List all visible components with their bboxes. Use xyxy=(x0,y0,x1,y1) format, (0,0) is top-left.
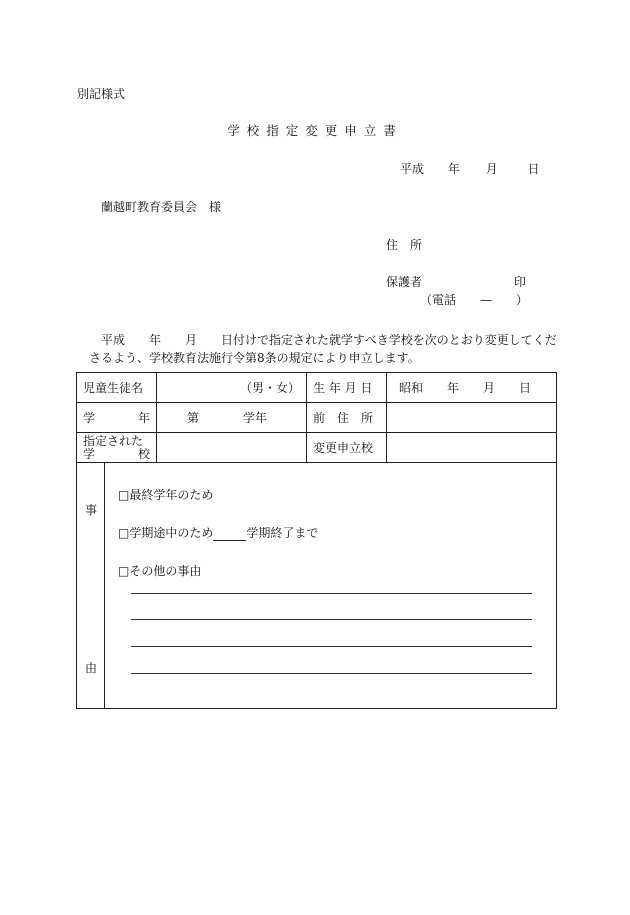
addressee: 蘭越町教育委員会 様 xyxy=(101,200,222,214)
application-form-table xyxy=(76,372,557,709)
reason-label-bottom: 由 xyxy=(85,661,98,675)
address-label: 住 所 xyxy=(386,238,423,252)
reason-line-2[interactable] xyxy=(131,619,532,620)
date-day: 日 xyxy=(527,162,540,176)
table-row xyxy=(77,403,557,433)
change-school-label: 変更申立校 xyxy=(307,433,387,463)
option-mid-term-text-b: 学期終了まで xyxy=(246,526,319,540)
grade-label-b: 年 xyxy=(137,411,150,425)
form-type-label: 別記様式 xyxy=(77,87,126,101)
seal-mark: 印 xyxy=(514,275,527,289)
date-year: 年 xyxy=(447,162,460,176)
body-text-line-2: さるよう、学校教育法施行令第8条の規定により申立します。 xyxy=(89,351,420,365)
grade-value-b: 学年 xyxy=(242,411,267,425)
reason-label-column xyxy=(77,463,105,708)
designated-school-label xyxy=(77,433,157,463)
reason-line-3[interactable] xyxy=(131,646,532,647)
document-title: 学校指定変更申立書 xyxy=(227,123,403,138)
reason-content xyxy=(105,463,556,708)
body-text-line-1: 平成 年 月 日付けで指定された就学すべき学校を次のとおり変更してくだ xyxy=(101,333,557,347)
reason-line-4[interactable] xyxy=(131,673,532,674)
designated-school-field[interactable] xyxy=(157,433,307,463)
grade-value-a: 第 xyxy=(187,411,200,425)
reason-section xyxy=(77,463,557,709)
previous-address-label: 前 住 所 xyxy=(307,403,387,433)
grade-label xyxy=(77,403,157,433)
guardian-label: 保護者 xyxy=(386,275,423,289)
option-other[interactable]: □その他の事由 xyxy=(118,564,202,578)
table-row xyxy=(77,373,557,403)
phone-label: （電話 — ） xyxy=(420,293,529,307)
grade-field[interactable] xyxy=(157,403,307,433)
designated-school-label-2a: 学 xyxy=(83,446,96,461)
student-name-field[interactable] xyxy=(157,373,307,403)
designated-school-label-2b: 校 xyxy=(137,446,150,461)
student-name-label: 児童生徒名 xyxy=(77,373,157,403)
birthdate-label: 生 年 月 日 xyxy=(307,373,387,403)
previous-address-field[interactable] xyxy=(387,403,557,433)
reason-line-1[interactable] xyxy=(131,593,532,594)
date-month: 月 xyxy=(485,162,498,176)
option-mid-term[interactable] xyxy=(118,524,318,541)
table-row xyxy=(77,463,557,709)
table-row xyxy=(77,433,557,463)
grade-label-a: 学 xyxy=(83,411,96,425)
change-school-field[interactable] xyxy=(387,433,557,463)
birthdate-field[interactable] xyxy=(387,373,557,403)
term-blank-field[interactable] xyxy=(213,529,246,541)
reason-label-top: 事 xyxy=(85,503,98,517)
gender-hint: （男・女） xyxy=(239,381,300,395)
date-line xyxy=(400,160,540,177)
birthdate-value: 昭和 年 月 日 xyxy=(399,381,532,395)
date-era: 平成 xyxy=(400,162,425,176)
option-final-year[interactable]: □最終学年のため xyxy=(118,488,214,502)
option-mid-term-text-a: □学期途中のため xyxy=(118,526,214,540)
designated-school-label-line-1: 指定された xyxy=(83,433,144,448)
